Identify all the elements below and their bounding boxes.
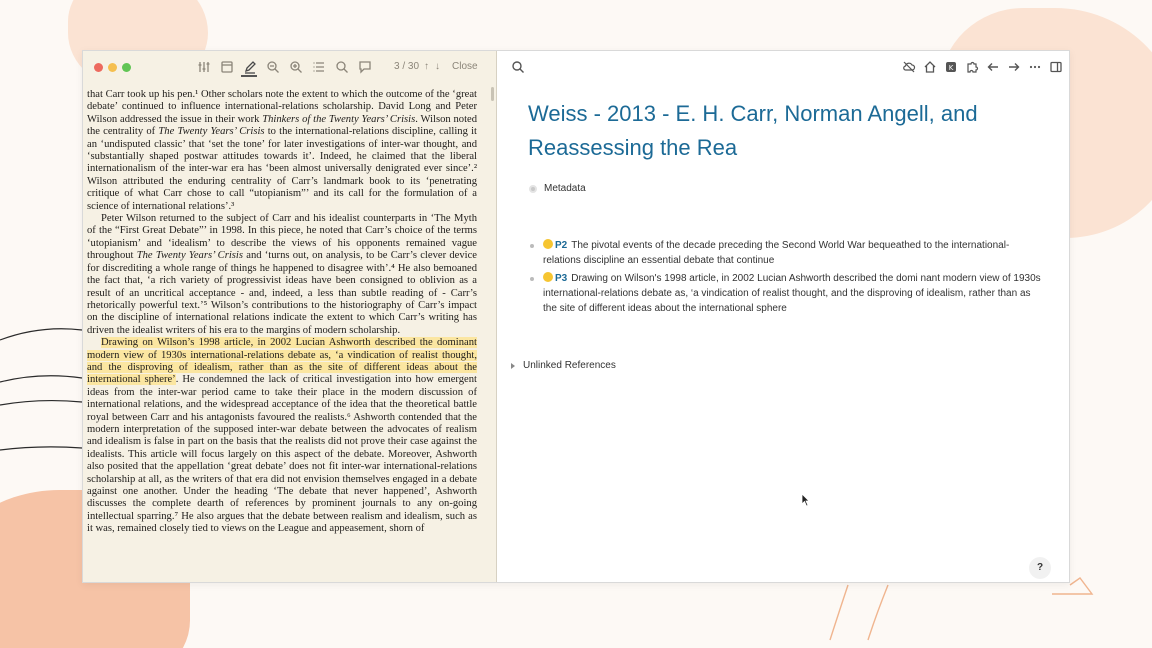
minimize-window-button[interactable] xyxy=(108,63,117,72)
app-logo-icon[interactable] xyxy=(944,60,958,74)
next-page-icon[interactable]: ↓ xyxy=(435,61,440,72)
page-title[interactable]: Weiss - 2013 - E. H. Carr, Norman Angell, and Reassessing the Rea xyxy=(528,101,978,160)
app-window xyxy=(82,50,1070,583)
active-tool-indicator xyxy=(241,75,257,77)
unlinked-references-label: Unlinked References xyxy=(523,360,616,371)
pdf-text-run: Peter Wilson returned to the subject of Carr and his idealist counterparts in ‘The Myth of the “First Great Debate”’ in 1998. In this piece, he noted that Carr’s choice of the terms ‘utopianism’ and ‘idealism’ to describe the views of his opponents remained vague throughout xyxy=(87,213,477,262)
block-bullet-icon[interactable] xyxy=(530,277,534,281)
zoom-out-icon[interactable] xyxy=(266,60,280,74)
pdf-text-run: The Twenty Years’ Crisis xyxy=(136,250,243,262)
search-icon[interactable] xyxy=(335,60,349,74)
sliders-icon[interactable] xyxy=(197,60,211,74)
note-toolbar xyxy=(902,60,1063,74)
cloud-off-icon[interactable] xyxy=(902,60,916,74)
pdf-text-run: to the international-relations discipline, calling it an ‘undisputed classic’ that ‘set the tone’ for later investigations of inter-war thought, and ‘substantially shaped postwar attitudes towards it’. Indeed, he claimed that the liberal internationalism of the inter-war era has ‘been almost universally denigrated ever since’.² Wilson attributed the enduring centrality of Carr’s landmark book to its ‘penetrating critique of what Carr chose to call “utopianism”’ and its call for the formulation of a science of international relations’.³ xyxy=(87,126,477,212)
block-text: The pivotal events of the decade preceding the Second World War bequeathed to the international-relations discipline an essential debate that continue xyxy=(543,240,1010,266)
note-pane xyxy=(497,51,1070,583)
pdf-paragraph xyxy=(87,213,477,337)
pdf-paragraph xyxy=(87,337,477,536)
pdf-text-run: The Twenty Years’ Crisis xyxy=(158,126,265,138)
pdf-text-run: Thinkers of the Twenty Years’ Crisis xyxy=(262,113,416,125)
block-text: Drawing on Wilson's 1998 article, in 2002 Lucian Ashworth described the domi nant modern view of 1930s international-relations debate as, ‘a vindication of realist thought, and the disproving of idealism, rather than as the site of different ideas about the international sphere xyxy=(543,273,1041,314)
search-icon[interactable] xyxy=(511,60,525,74)
highlight-color-icon xyxy=(543,272,553,282)
outline-list-icon[interactable] xyxy=(312,60,326,74)
svg-text:K: K xyxy=(948,64,954,72)
pdf-pane xyxy=(83,51,497,583)
pdf-text-run: that Carr took up his pen.¹ Other scholars note the extent to which the outcome of the ‘great debate’ continued to influence international-relations scholarship. David Long and Peter Wilson addressed the issue in their work xyxy=(87,89,477,125)
home-icon[interactable] xyxy=(923,60,937,74)
page-tag[interactable]: P3 xyxy=(555,273,568,284)
pdf-toolbar xyxy=(83,51,497,83)
pdf-scrollbar[interactable] xyxy=(491,87,494,101)
pdf-text-run: . He condemned the lack of critical investigation into how emergent ideas from the inter-war period came to take their place in the modern discussion of international relations, and the widespread acceptance of the idea that the theoretical battle royal between Carr and his antagonists favoured the realists.⁶ Ashworth contended that the modern interpretation of the supposed inter-war debate between the advocates of realism and idealism is false in part on the basis that the realists did not prove their case against the idealists. This article will focus largely on this aspect of the debate. Moreover, Ashworth also posited that the appellation ‘great debate’ does not fit inter-war international-relations scholarship at all, as the writers of that era did not envision themselves engaged in a debate against one another. Under the heading ‘The debate that never happened’, Ashworth discusses the complete dearth of references by prominent journals to any on-going intellectual sparring.⁷ He also argues that the debate between realism and idealism, such as it was, remained closely tied to views on the League and appeasement, shorn of xyxy=(87,374,477,535)
block-list xyxy=(529,238,1044,319)
metadata-label: Metadata xyxy=(544,183,586,194)
annotation-block[interactable] xyxy=(529,271,1044,316)
comment-icon[interactable] xyxy=(358,60,372,74)
back-arrow-icon[interactable] xyxy=(986,60,1000,74)
previous-page-icon[interactable]: ↑ xyxy=(424,61,429,72)
metadata-row[interactable] xyxy=(529,183,586,194)
pdf-page-content[interactable] xyxy=(87,89,477,583)
pdf-text-run: . Wilson noted the centrality of xyxy=(87,113,477,138)
close-pdf-button[interactable]: Close xyxy=(452,61,478,72)
highlighter-pen-icon[interactable] xyxy=(243,60,257,74)
highlight-color-icon xyxy=(543,239,553,249)
collapse-triangle-icon[interactable] xyxy=(511,363,515,369)
annotation-block[interactable] xyxy=(529,238,1044,268)
metadata-bullet-icon[interactable] xyxy=(529,185,537,193)
maximize-window-button[interactable] xyxy=(122,63,131,72)
block-bullet-icon[interactable] xyxy=(530,244,534,248)
page-indicator: 3 / 30 xyxy=(394,61,420,72)
zoom-in-icon[interactable] xyxy=(289,60,303,74)
toggle-sidebar-icon[interactable] xyxy=(1049,60,1063,74)
mouse-cursor-icon xyxy=(801,493,811,507)
pdf-paragraph xyxy=(87,89,477,213)
page-tag[interactable]: P2 xyxy=(555,240,568,251)
unlinked-references-toggle[interactable] xyxy=(511,360,616,371)
more-options-icon[interactable] xyxy=(1028,60,1042,74)
forward-arrow-icon[interactable] xyxy=(1007,60,1021,74)
close-window-button[interactable] xyxy=(94,63,103,72)
plugins-puzzle-icon[interactable] xyxy=(965,60,979,74)
help-button[interactable]: ? xyxy=(1029,557,1051,579)
pdf-highlight[interactable]: Drawing on Wilson’s 1998 article, in 2002 Lucian Ashworth described the dominant modern view of 1930s international-relations debate as, ‘a vindication of realist thought, and the disproving of idealism, rather than as the site of different ideas about the international sphere’ xyxy=(87,337,477,386)
pdf-text-run: and ‘turns out, on analysis, to be Carr’s clever device for discrediting a whole range of things he happened to disagree with’.⁴ He also bemoaned the fact that, ‘a rich variety of progressivist ideas have been consigned to oblivion as a result of an uncritical acceptance - and, indeed, a less than subtle reading of - Carr’s rhetorically powerful text.’⁵ Wilson’s contributions to the historiography of Carr’s impact on the discipline of international relations indicate the extent to which Carr’s writing has driven the idealist writers of his era to the margins of modern scholarship. xyxy=(87,250,477,336)
sidebar-panel-icon[interactable] xyxy=(220,60,234,74)
